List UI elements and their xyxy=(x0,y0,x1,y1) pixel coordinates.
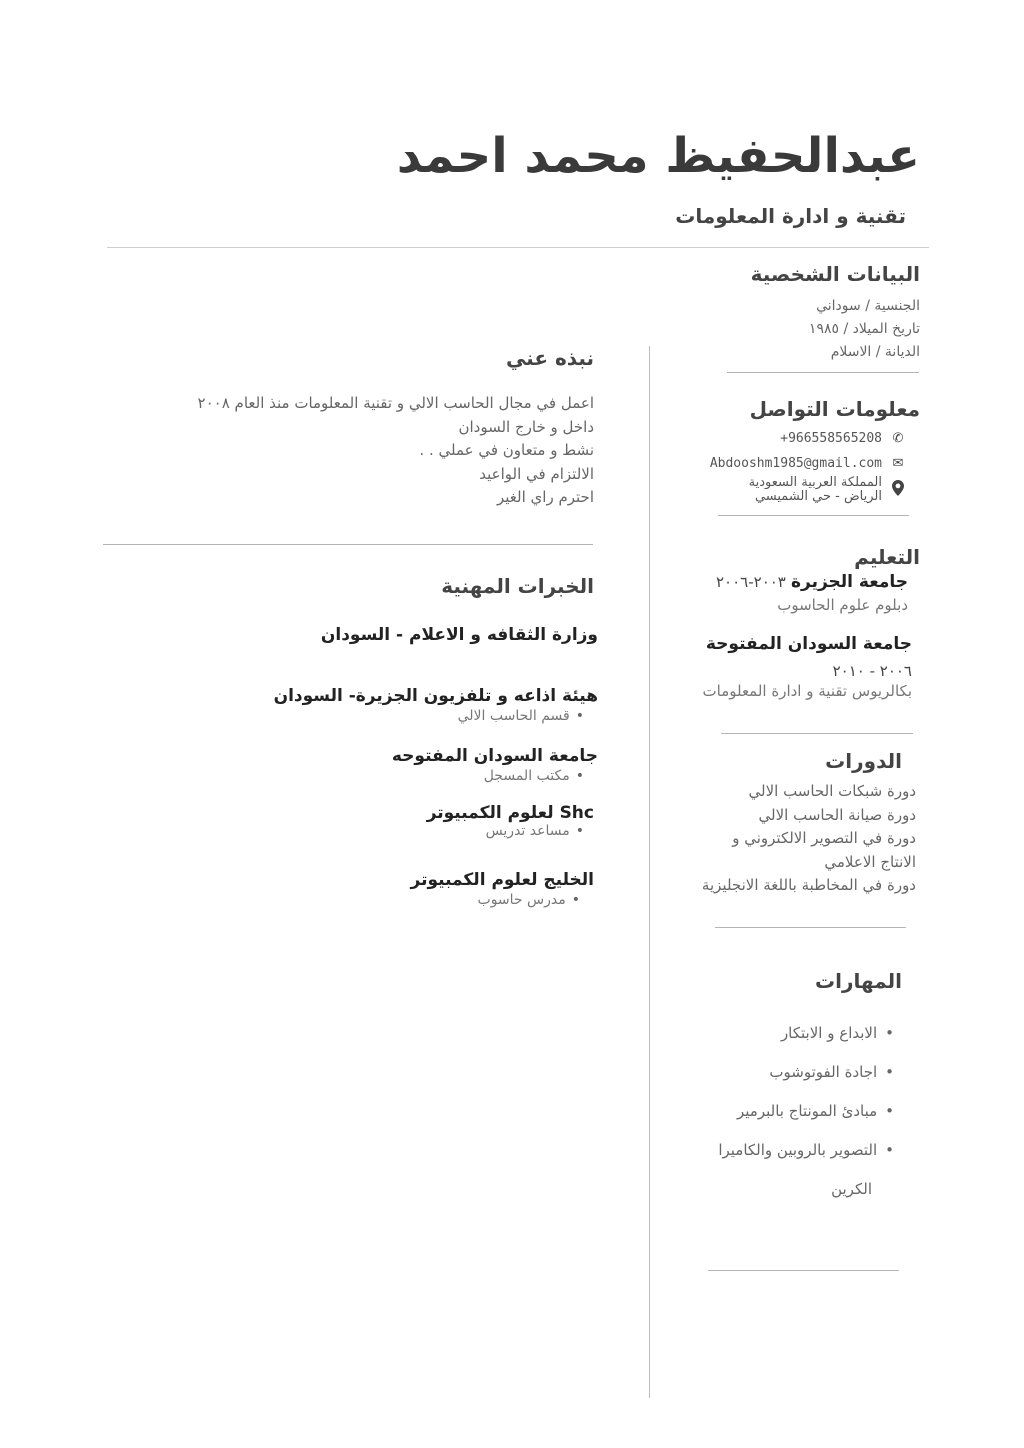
course-line-2: دورة صيانة الحاسب الالي xyxy=(758,805,916,824)
location-pin-icon xyxy=(890,480,906,500)
experience-role-3: • مكتب المسجل xyxy=(484,768,584,784)
contact-phone-row xyxy=(606,432,906,446)
experience-item-3 xyxy=(118,746,598,784)
education-school-2: جامعة السودان المفتوحة xyxy=(705,634,912,654)
skill-item-2: • اجادة الفوتوشوب xyxy=(594,1053,894,1092)
religion-line: الديانة / الاسلام xyxy=(830,344,920,360)
experience-org-2: هيئة اذاعه و تلفزيون الجزيرة- السودان xyxy=(273,686,598,706)
skill-item-4: • التصوير بالروبين والكاميرا xyxy=(594,1131,894,1170)
address-line-2: الرياض - حي الشميسي xyxy=(754,489,882,504)
personal-info xyxy=(620,295,920,364)
about-line-5: احترم راي الغير xyxy=(497,488,594,506)
education-degree-1: دبلوم علوم الحاسوب xyxy=(777,596,908,614)
personal-heading: البيانات الشخصية xyxy=(750,262,920,286)
header-divider xyxy=(107,247,929,248)
address-line-1: المملكة العربية السعودية xyxy=(748,475,882,490)
experience-item-2 xyxy=(118,686,598,724)
course-line-1: دورة شبكات الحاسب الالي xyxy=(748,782,916,800)
contact-separator xyxy=(718,515,909,516)
phone-number: +966558565208 xyxy=(780,431,882,446)
envelope-icon: ✉ xyxy=(892,456,904,471)
about-line-3: نشط و متعاون في عملي . . xyxy=(419,441,594,459)
education-heading: التعليم xyxy=(854,545,920,569)
experience-org-3: جامعة السودان المفتوحه xyxy=(391,746,598,766)
about-line-4: الالتزام في الواعيد xyxy=(479,464,594,483)
skill-item-1: • الابداع و الابتكار xyxy=(594,1014,894,1053)
contact-address-row xyxy=(606,476,906,504)
contact-heading: معلومات التواصل xyxy=(749,397,920,421)
education-item-2 xyxy=(592,634,912,700)
education-years-1: ٢٠٠٣-٢٠٠٦ xyxy=(715,573,786,591)
education-separator xyxy=(721,733,913,734)
address-text xyxy=(749,476,882,504)
experience-org-1: وزارة الثقافه و الاعلام - السودان xyxy=(320,625,598,645)
skills-separator xyxy=(708,1270,899,1271)
experience-role-5: • مدرس حاسوب xyxy=(478,892,580,908)
education-years-2: ٢٠٠٦ - ٢٠١٠ xyxy=(832,662,912,680)
email-address: Abdooshm1985@gmail.com xyxy=(709,456,882,471)
education-item-1 xyxy=(608,572,908,614)
experience-item-4 xyxy=(114,803,594,839)
experience-role-2: • قسم الحاسب الالي xyxy=(458,708,584,724)
nationality-line: الجنسية / سوداني xyxy=(816,298,920,314)
about-heading: نبذه عني xyxy=(505,346,594,370)
about-line-2: داخل و خارج السودان xyxy=(458,417,594,436)
education-school-1: جامعة الجزيرة xyxy=(790,572,908,592)
skill-item-3: • مبادئ المونتاج بالبرمير xyxy=(594,1092,894,1131)
courses-list xyxy=(576,780,916,898)
education-degree-2: بكالريوس تقنية و ادارة المعلومات xyxy=(702,682,912,700)
experience-heading: الخبرات المهنية xyxy=(441,574,594,598)
course-line-5: دورة في المخاطبة باللغة الانجليزية xyxy=(701,876,916,894)
experience-org-4: Shc لعلوم الكمبيوتر xyxy=(426,803,594,823)
birthdate-line: تاريخ الميلاد / ١٩٨٥ xyxy=(808,321,920,337)
skill-item-4-continuation: الكرين xyxy=(831,1180,872,1198)
phone-icon: ✆ xyxy=(892,431,904,446)
about-text xyxy=(134,392,594,510)
personal-separator xyxy=(727,372,919,373)
experience-role-4: • مساعد تدريس xyxy=(486,823,584,839)
about-line-1: اعمل في مجال الحاسب الالي و تقنية المعلومات منذ العام ٢٠٠٨ xyxy=(197,394,594,412)
experience-item-5 xyxy=(114,870,594,908)
contact-email-row xyxy=(606,457,906,471)
skills-list xyxy=(594,1014,894,1209)
course-line-3: دورة في التصوير الالكتروني و xyxy=(732,829,916,847)
job-title: تقنية و ادارة المعلومات xyxy=(675,204,906,228)
full-name: عبدالحفيظ محمد احمد xyxy=(396,128,920,184)
course-line-4: الانتاج الاعلامي xyxy=(824,852,916,871)
courses-heading: الدورات xyxy=(825,749,902,773)
skills-heading: المهارات xyxy=(815,969,902,993)
about-separator xyxy=(103,544,593,545)
experience-org-5: الخليج لعلوم الكمبيوتر xyxy=(410,870,594,890)
courses-separator xyxy=(715,927,906,928)
